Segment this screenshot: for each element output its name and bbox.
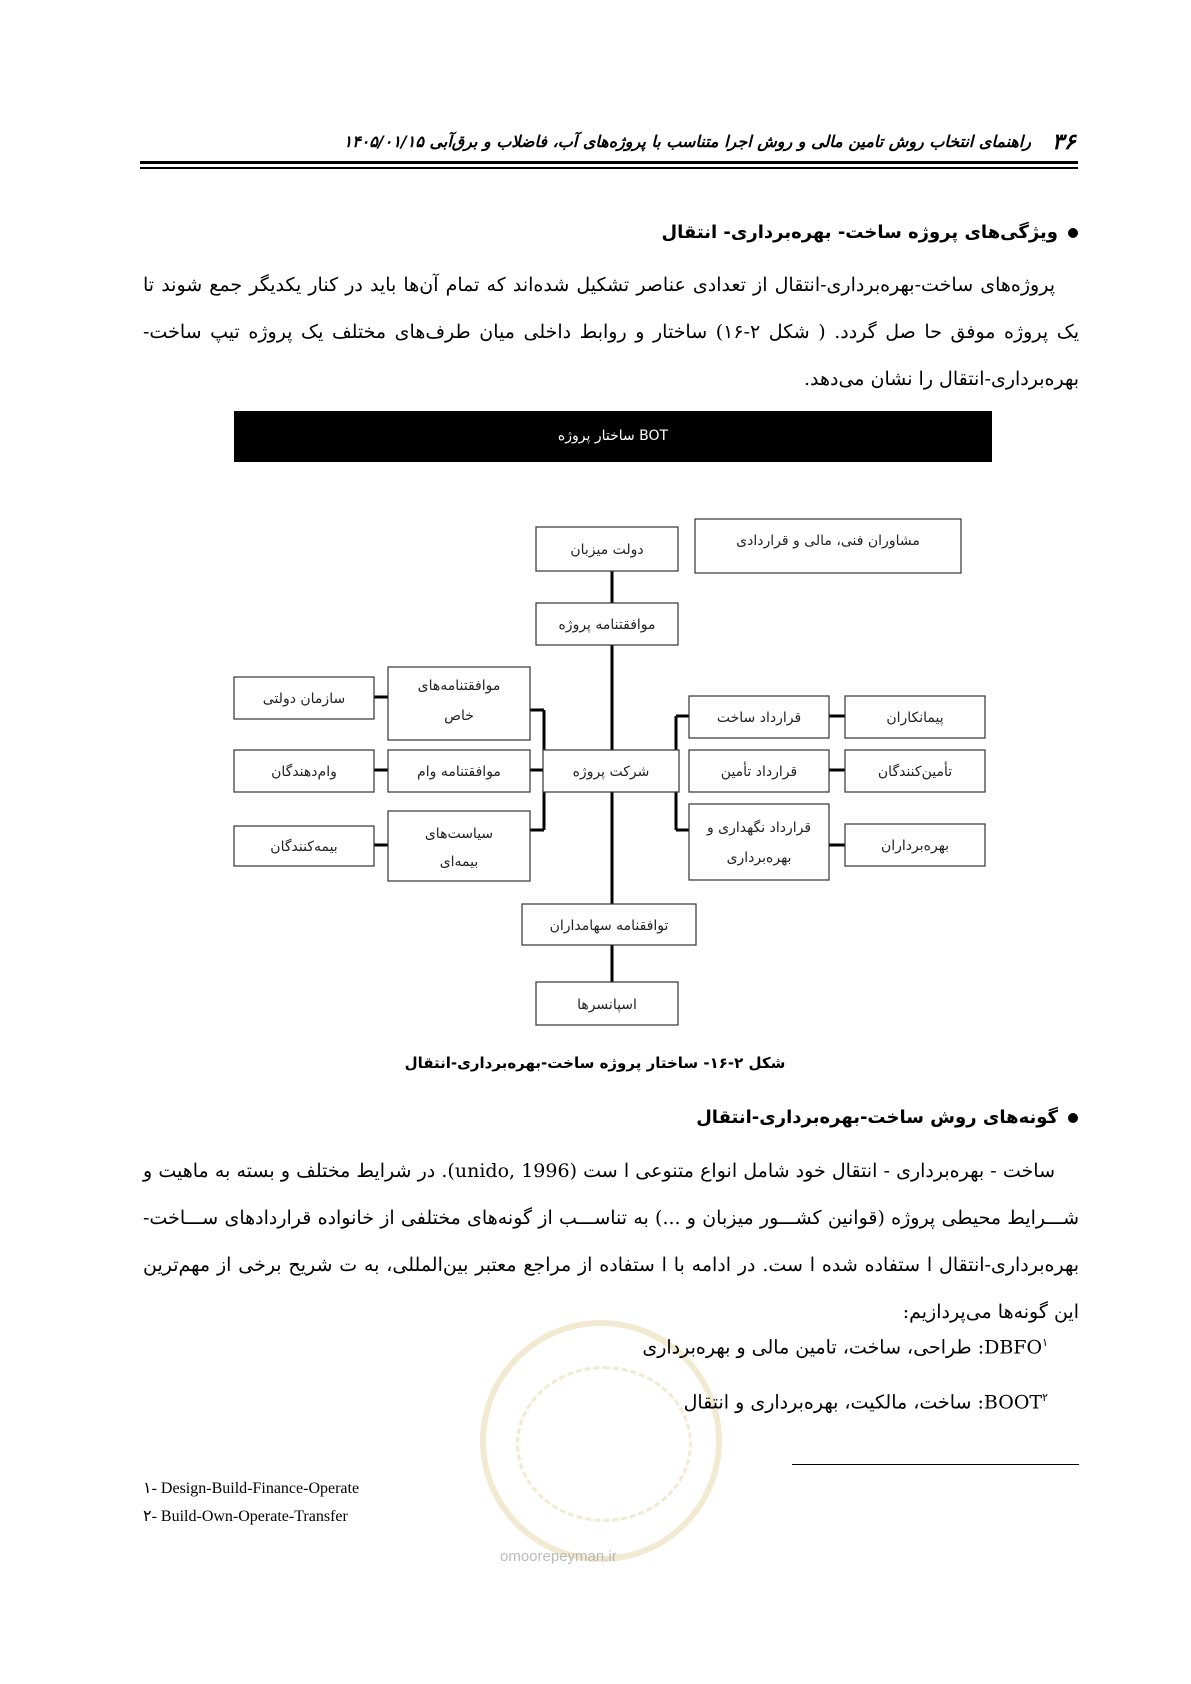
diagram-title-bar: BOT ساختار پروژه	[234, 411, 992, 462]
watermark-url: omoorepeyman.ir	[500, 1548, 617, 1565]
label-advisors: مشاوران فنی، مالی و قراردادی	[736, 533, 920, 549]
footnote-1: ۱- Design-Build-Finance-Operate	[143, 1480, 360, 1497]
section-heading-variants	[696, 1107, 1078, 1128]
list-item-dbfo	[642, 1336, 1048, 1358]
label-supply-contract: قرارداد تأمین	[720, 764, 798, 780]
footnote-separator	[792, 1464, 1079, 1465]
label-om-contract-1: قرارداد نگهداری و	[706, 820, 812, 836]
label-gov-organization: سازمان دولتی	[262, 691, 346, 707]
page-number: ۳۶	[1052, 130, 1076, 155]
footnote-mark: ۲	[1042, 1391, 1048, 1404]
list-item-boot	[684, 1391, 1048, 1413]
footnote-2: ۲- Build-Own-Operate-Transfer	[143, 1508, 348, 1525]
paragraph-text: پروژه‌های ساخت-بهره‌برداری-انتقال از تعدادی عناصر تشکیل شده‌اند که تمام آن‌ها باید در کنار یکدیگر جمع شوند تا یک پروژه موفق حا صل گردد. ( شکل ۲-۱۶) ساختار و روابط داخلی میان طرف‌های مختلف یک پروژه تیپ ساخت-بهره‌برداری-انتقال را نشان می‌دهد.	[143, 274, 1079, 390]
label-suppliers: تأمین‌کنندگان	[877, 764, 953, 780]
label-insurance-policies-1: سیاست‌های	[424, 826, 494, 842]
label-loan-agreement: موافقتنامه وام	[417, 764, 501, 780]
bullet-icon	[1068, 1113, 1078, 1123]
list-item-text: : طراحی، ساخت، تامین مالی و بهره‌برداری	[642, 1336, 985, 1359]
label-construction-contract: قرارداد ساخت	[716, 710, 802, 726]
label-host-government: دولت میزبان	[570, 542, 644, 558]
label-om-contract-2: بهره‌برداری	[726, 850, 792, 866]
paragraph-text: ساخت - بهره‌برداری - انتقال خود شامل انواع متنوعی ا ست (unido, 1996). در شرایط مختلف و بسته به ماهیت و شـــرایط محیطی پروژه (قوانین کشـــور میزبان و ...) به تناســـب از گونه‌های مختلفی از خانواده قراردادهای ســـاخت-بهره‌برداری-انتقال ا ستفاده شده ا ست. در ادامه با ا ستفاده از مراجع معتبر بین‌المللی، به ت شریح برخی از مهم‌ترین این گونه‌ها می‌پردازیم:	[143, 1160, 1079, 1323]
label-contractors: پیمانکاران	[886, 710, 944, 726]
node-om-contract	[689, 804, 829, 880]
list-item-abbr: DBFO	[984, 1336, 1043, 1359]
label-insurers: بیمه‌کنندگان	[270, 839, 338, 855]
label-operators: بهره‌برداران	[880, 838, 950, 854]
list-item-text: : ساخت، مالکیت، بهره‌برداری و انتقال	[683, 1391, 984, 1414]
label-insurance-policies-2: بیمه‌ای	[439, 854, 479, 870]
node-insurance-policies	[388, 811, 530, 881]
section-heading-text: ویژگی‌های پروژه ساخت- بهره‌برداری- انتقال	[661, 222, 1058, 243]
label-project-agreement: موافقتنامه پروژه	[558, 617, 656, 633]
label-shareholders-agreement: توافقنامه سهامداران	[549, 918, 669, 934]
section-paragraph-variants	[143, 1148, 1079, 1336]
figure-caption: شکل ۲-۱۶- ساختار پروژه ساخت-بهره‌برداری-انتقال	[404, 1054, 786, 1072]
section-heading-text: گونه‌های روش ساخت-بهره‌برداری-انتقال	[696, 1107, 1058, 1128]
label-special-agreements-2: خاص	[444, 708, 474, 724]
label-lenders: وام‌دهندگان	[271, 764, 337, 780]
footnote-mark: ۱	[1042, 1336, 1048, 1349]
running-title: راهنمای انتخاب روش تامین مالی و روش اجرا متناسب با پروژه‌های آب، فاضلاب و برق‌آبی ۱۴۰۵/۰۱/۱۵	[343, 132, 1031, 151]
label-sponsors: اسپانسرها	[577, 997, 637, 1013]
label-project-company: شرکت پروژه	[572, 764, 650, 780]
list-item-abbr: BOOT	[983, 1391, 1043, 1414]
watermark-seal-inner	[516, 1366, 692, 1522]
label-special-agreements-1: موافقتنامه‌های	[417, 678, 501, 694]
